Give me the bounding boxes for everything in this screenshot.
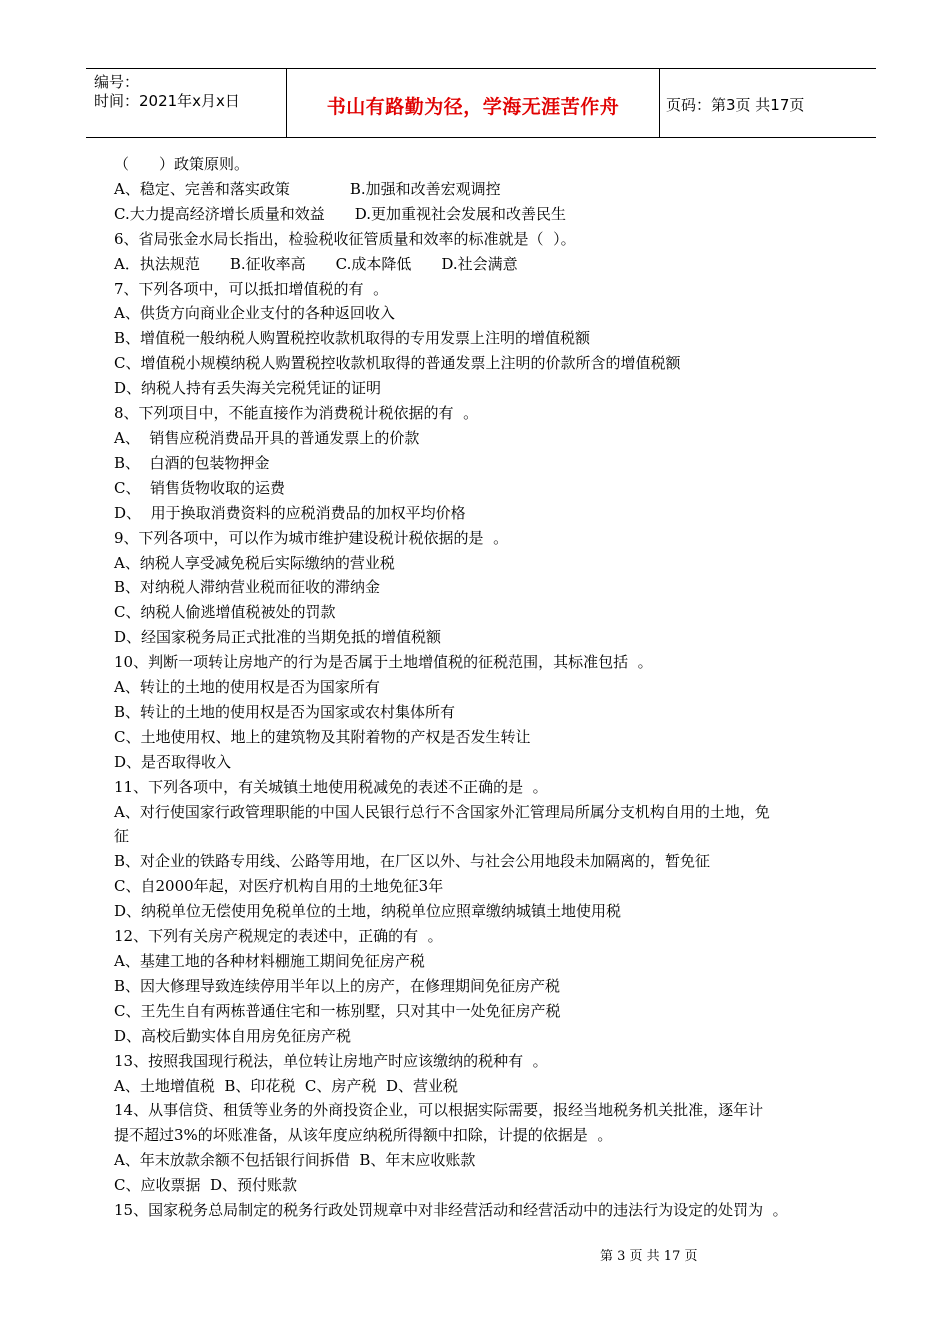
text-line: 15、国家税务总局制定的税务行政处罚规章中对非经营活动和经营活动中的违法行为设定的处罚为 。 (114, 1201, 788, 1220)
text-line: A、转让的土地的使用权是否为国家所有 (114, 678, 380, 697)
header-left-cell (86, 69, 286, 137)
page-header (86, 68, 876, 138)
text-line: 14、从事信贷、租赁等业务的外商投资企业，可以根据实际需要，报经当地税务机关批准，逐年计 (114, 1101, 764, 1120)
text-line: D、高校后勤实体自用房免征房产税 (114, 1026, 352, 1045)
text-line: C、增值税小规模纳税人购置税控收款机取得的普通发票上注明的价款所含的增值税额 (114, 354, 681, 373)
text-line: D、经国家税务局正式批准的当期免抵的增值税额 (114, 628, 442, 647)
text-line: B、对企业的铁路专用线、公路等用地，在厂区以外、与社会公用地段未加隔离的，暂免征 (114, 852, 711, 871)
text-line: 8、下列项目中，不能直接作为消费税计税依据的有 。 (114, 404, 479, 423)
document-date-label: 时间：2021年x月x日 (94, 92, 240, 110)
text-line: 9、下列各项中，可以作为城市维护建设税计税依据的是 。 (114, 528, 509, 547)
text-line: D、纳税人持有丢失海关完税凭证的证明 (114, 379, 382, 398)
text-line: 提不超过3%的坏账准备，从该年度应纳税所得额中扣除，计提的依据是 。 (114, 1126, 613, 1145)
text-line: 10、判断一项转让房地产的行为是否属于土地增值税的征税范围，其标准包括 。 (114, 653, 653, 672)
text-line: C、 销售货物收取的运费 (114, 478, 286, 497)
text-line: A、 销售应税消费品开具的普通发票上的价款 (114, 428, 420, 447)
text-line: （ ）政策原则。 (114, 155, 250, 173)
text-line: B、对纳税人滞纳营业税而征收的滞纳金 (114, 578, 381, 597)
text-line: D、 用于换取消费资料的应税消费品的加权平均价格 (114, 503, 466, 522)
header-motto-cell (286, 69, 660, 137)
text-line: C、纳税人偷逃增值税被处的罚款 (114, 603, 336, 622)
text-line: B、因大修理导致连续停用半年以上的房产，在修理期间免征房产税 (114, 976, 561, 995)
text-line: A、土地增值税 B、印花税 C、房产税 D、营业税 (114, 1076, 458, 1095)
text-line: B、转让的土地的使用权是否为国家或农村集体所有 (114, 702, 456, 721)
text-line: 6、省局张金水局长指出，检验税收征管质量和效率的标准就是（ ）。 (114, 229, 576, 248)
text-line: D、是否取得收入 (114, 752, 232, 771)
text-line: 7、下列各项中，可以抵扣增值税的有 。 (114, 279, 389, 298)
document-body (114, 152, 854, 1223)
text-line: A、纳税人享受减免税后实际缴纳的营业税 (114, 553, 395, 572)
text-line: A、稳定、完善和落实政策 B.加强和改善宏观调控 (114, 179, 501, 198)
text-line: A、供货方向商业企业支付的各种返回收入 (114, 304, 395, 323)
header-right-cell (658, 69, 876, 137)
text-line: C、应收票据 D、预付账款 (114, 1176, 298, 1195)
text-line: 12、下列有关房产税规定的表述中，正确的有 。 (114, 927, 443, 946)
text-line: C、土地使用权、地上的建筑物及其附着物的产权是否发生转让 (114, 727, 531, 746)
text-line: C、自2000年起，对医疗机构自用的土地免征3年 (114, 877, 444, 896)
text-line: 13、按照我国现行税法，单位转让房地产时应该缴纳的税种有 。 (114, 1051, 548, 1070)
text-line: A、对行使国家行政管理职能的中国人民银行总行不含国家外汇管理局所属分支机构自用的土地，免 (114, 802, 770, 821)
text-line: B、 白酒的包装物押金 (114, 453, 270, 472)
text-line: C.大力提高经济增长质量和效益 D.更加重视社会发展和改善民生 (114, 204, 566, 223)
text-line: 11、下列各项中，有关城镇土地使用税减免的表述不正确的是 。 (114, 777, 548, 796)
text-line: B、增值税一般纳税人购置税控收款机取得的专用发票上注明的增值税额 (114, 329, 591, 348)
header-page-info: 页码：第3页 共17页 (666, 96, 805, 114)
page-footer: 第 3 页 共 17 页 (600, 1249, 698, 1264)
text-line: A、年末放款余额不包括银行间拆借 B、年末应收账款 (114, 1151, 476, 1170)
text-line: A、基建工地的各种材料棚施工期间免征房产税 (114, 952, 425, 970)
header-motto: 书山有路勤为径，学海无涯苦作舟 (326, 96, 620, 118)
document-number-label: 编号： (94, 73, 140, 91)
text-line: 征 (114, 827, 130, 846)
text-line: D、纳税单位无偿使用免税单位的土地，纳税单位应照章缴纳城镇土地使用税 (114, 902, 622, 921)
text-line: C、王先生自有两栋普通住宅和一栋别墅，只对其中一处免征房产税 (114, 1001, 561, 1020)
text-line: A．执法规范 B.征收率高 C.成本降低 D.社会满意 (114, 254, 518, 273)
